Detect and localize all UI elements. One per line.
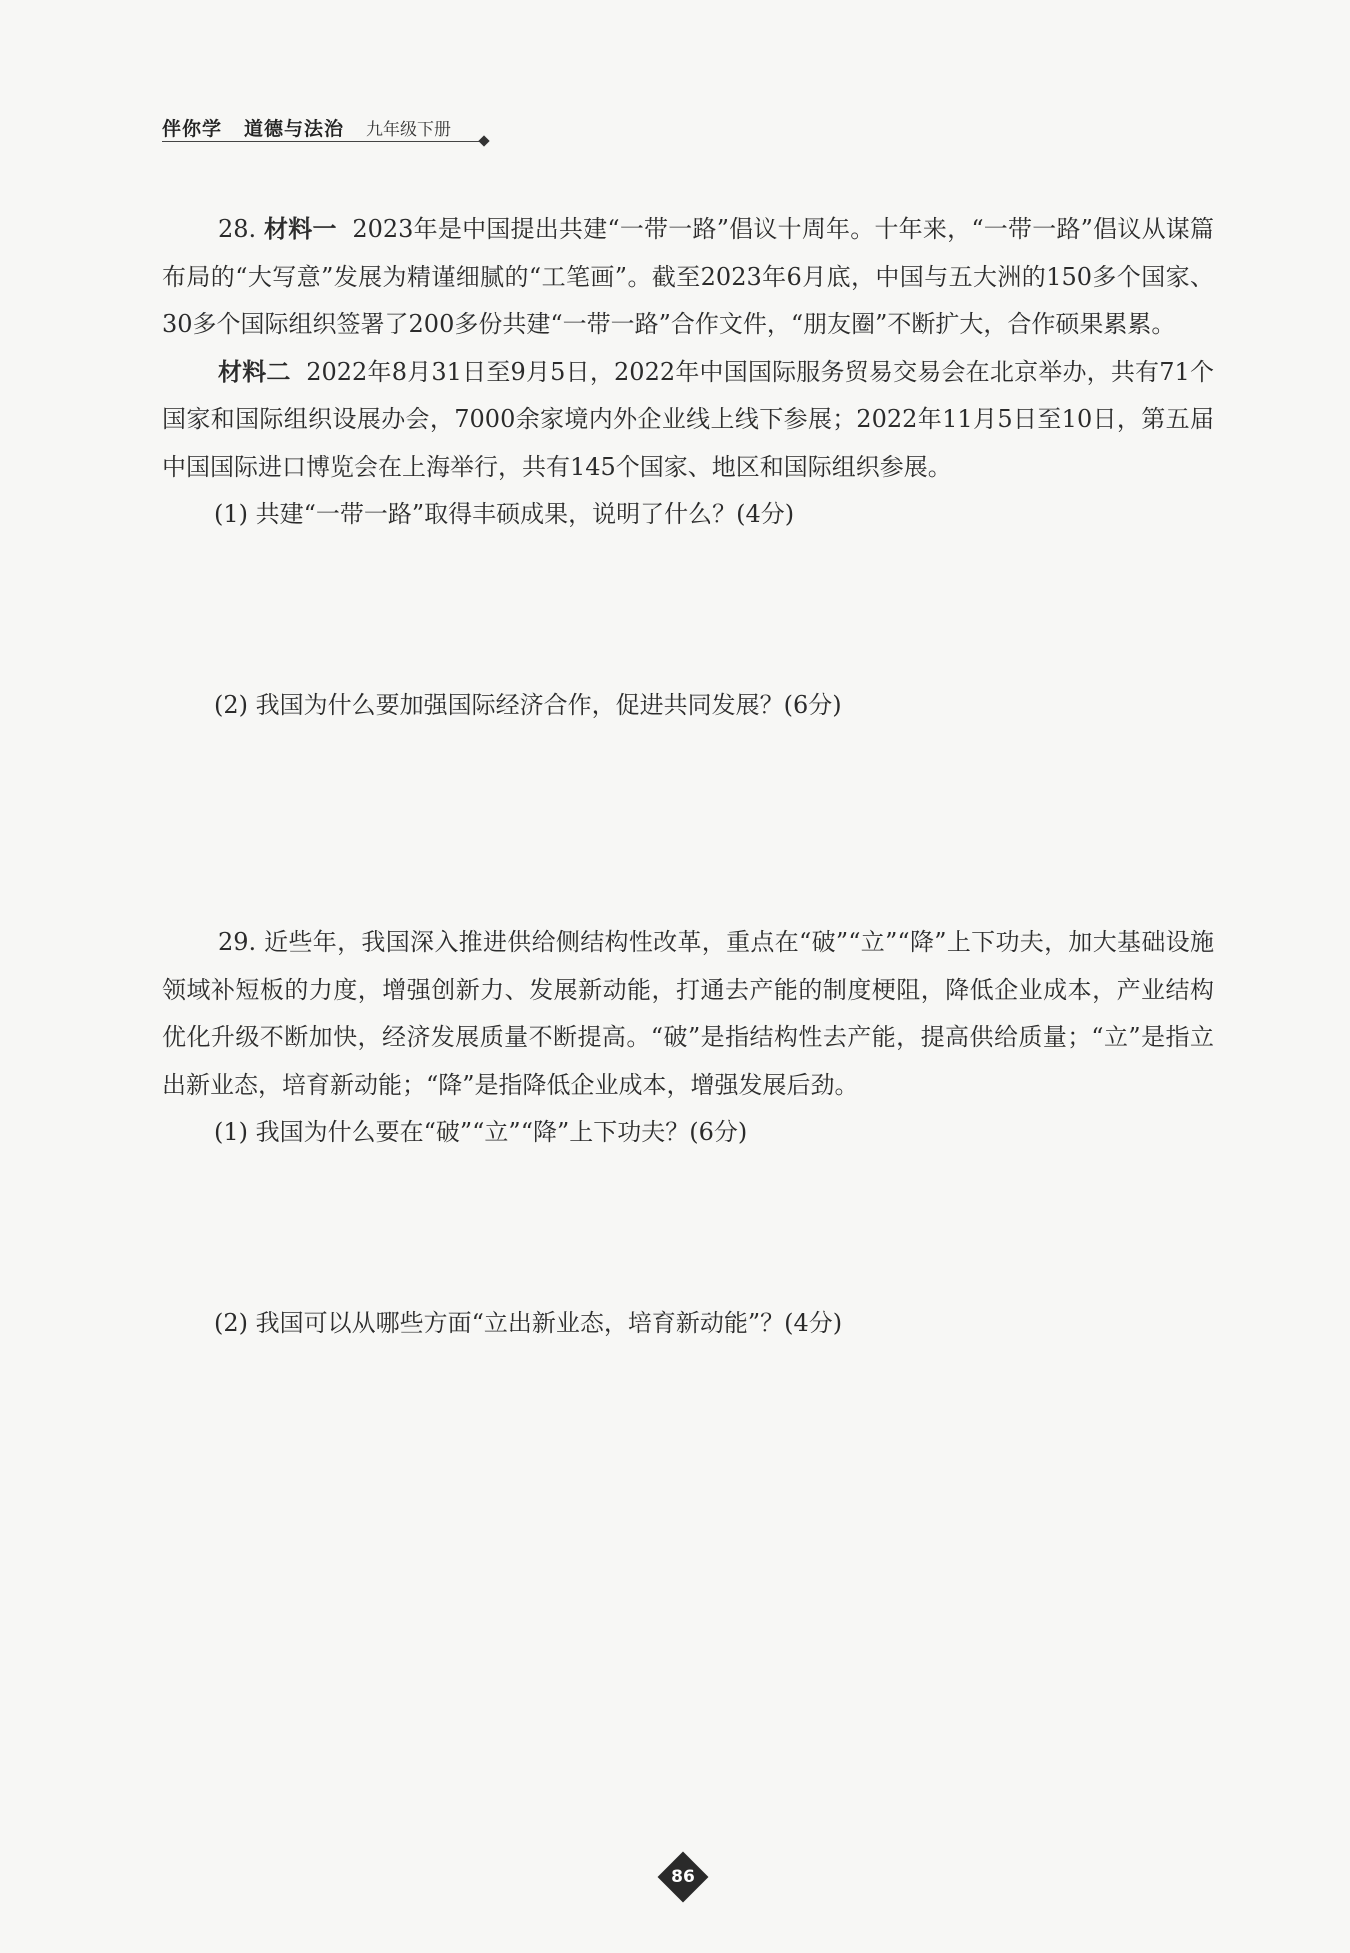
q28-sub2: (2) 我国为什么要加强国际经济合作，促进共同发展？(6分) <box>214 690 842 719</box>
answer-space[interactable] <box>162 1157 1214 1300</box>
q29-number: 29. <box>218 928 257 956</box>
page-content <box>162 206 1214 1347</box>
page-header <box>162 114 492 144</box>
header-grade: 九年级下册 <box>366 120 451 140</box>
page-number-text: 86 <box>671 1867 695 1887</box>
answer-space[interactable] <box>162 539 1214 682</box>
q28-number: 28. <box>218 215 257 243</box>
q29-text <box>162 919 1214 1109</box>
q28-material1-text: 2023年是中国提出共建“一带一路”倡议十周年。十年来，“一带一路”倡议从谋篇布局的“大写意”发展为精谨细腻的“工笔画”。截至2023年6月底，中国与五大洲的150多个国家、30多个国际组织签署了200多份共建“一带一路”合作文件，“朋友圈”不断扩大，合作硕果累累。 <box>162 215 1214 338</box>
q29-sub2: (2) 我国可以从哪些方面“立出新业态，培育新动能”？(4分) <box>214 1308 843 1337</box>
page-number <box>658 1852 708 1902</box>
header-subject: 道德与法治 <box>244 118 345 140</box>
header-rule <box>162 141 480 142</box>
header-diamond-icon <box>478 135 489 146</box>
q28-material2-label: 材料二 <box>218 357 291 386</box>
question-28 <box>162 206 1214 919</box>
q28-material2 <box>162 349 1214 492</box>
q29-sub1: (1) 我国为什么要在“破”“立”“降”上下功夫？(6分) <box>214 1118 748 1146</box>
q28-material2-text: 2022年8月31日至9月5日，2022年中国国际服务贸易交易会在北京举办，共有71个国家和国际组织设展办会，7000余家境内外企业线上线下参展；2022年11月5日至10日，第五届中国国际进口博览会在上海举行，共有145个国家、地区和国际组织参展。 <box>162 357 1214 481</box>
q28-material1 <box>162 206 1214 349</box>
question-29 <box>162 919 1214 1347</box>
header-brand: 伴你学 <box>162 118 223 140</box>
answer-space[interactable] <box>162 729 1214 919</box>
q28-sub1: (1) 共建“一带一路”取得丰硕成果，说明了什么？(4分) <box>214 500 795 528</box>
q29-body: 近些年，我国深入推进供给侧结构性改革，重点在“破”“立”“降”上下功夫，加大基础设施领域补短板的力度，增强创新力、发展新动能，打通去产能的制度梗阻，降低企业成本，产业结构优化升级不断加快，经济发展质量不断提高。“破”是指结构性去产能，提高供给质量；“立”是指立出新业态，培育新动能；“降”是指降低企业成本，增强发展后劲。 <box>162 928 1214 1099</box>
q28-material1-label: 材料一 <box>264 215 337 243</box>
